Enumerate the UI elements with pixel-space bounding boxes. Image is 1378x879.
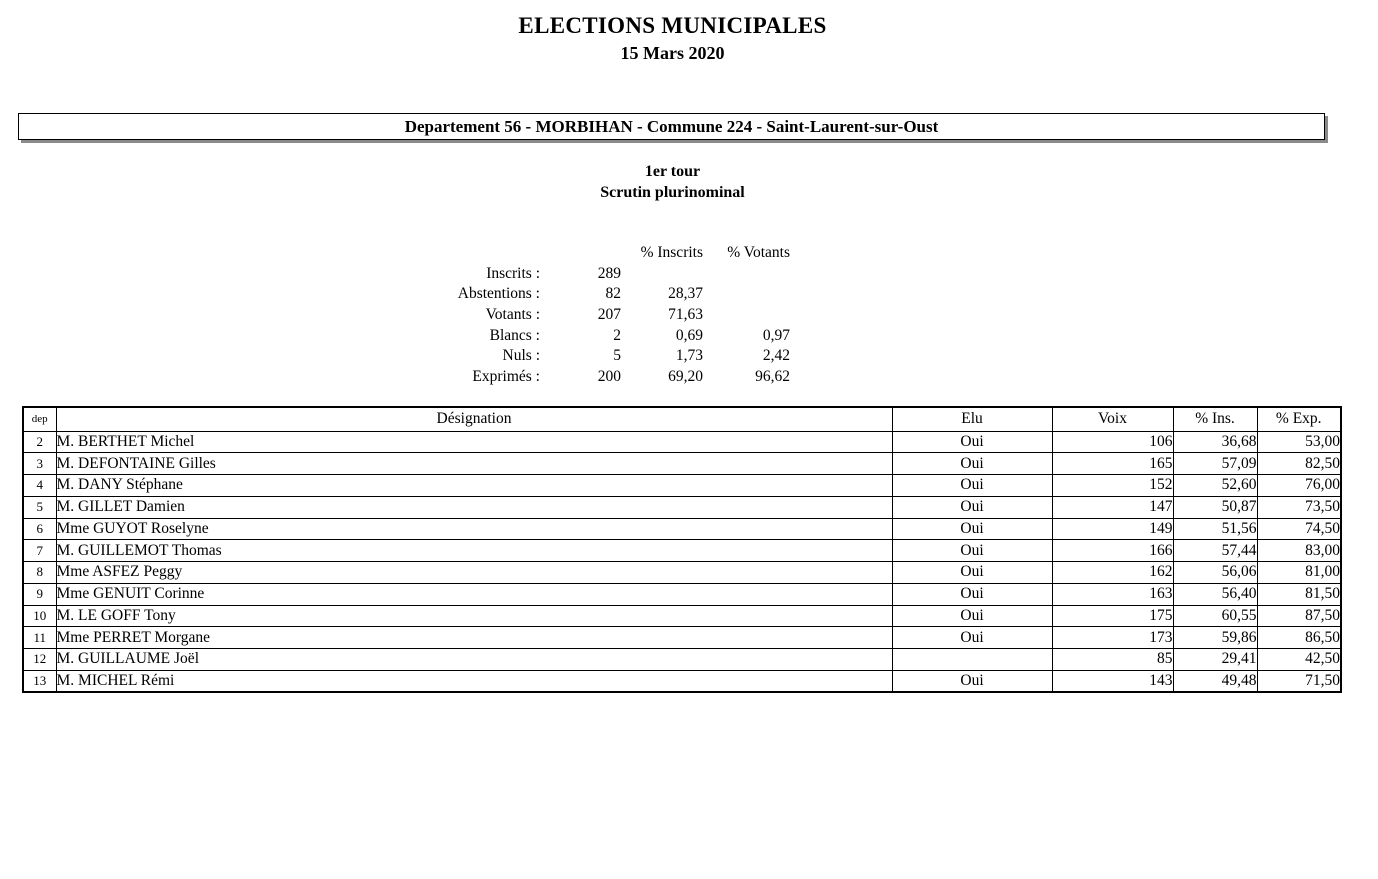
cell-voix: 149 [1052, 518, 1173, 540]
table-row [23, 540, 1341, 562]
cell-elu: Oui [892, 670, 1052, 692]
header-pct-exp: % Exp. [1257, 407, 1341, 431]
cell-pct-exp: 86,50 [1257, 627, 1341, 649]
cell-designation: Mme GUYOT Roselyne [56, 518, 892, 540]
cell-pct-ins: 56,06 [1173, 562, 1257, 584]
stats-table-rows [410, 264, 790, 388]
cell-pct-ins: 56,40 [1173, 583, 1257, 605]
stats-label: Abstentions : [457, 285, 540, 303]
stats-header-pct-inscrits: % Inscrits [640, 244, 703, 261]
cell-voix: 143 [1052, 670, 1173, 692]
cell-designation: M. LE GOFF Tony [56, 605, 892, 627]
stats-pct-inscrits: 71,63 [668, 306, 703, 324]
stats-label: Nuls : [502, 347, 540, 365]
stats-pct-votants [703, 305, 790, 326]
stats-pct-inscrits: 0,69 [675, 326, 703, 344]
cell-elu [892, 649, 1052, 671]
results-table [22, 406, 1342, 693]
stats-row [410, 284, 790, 305]
table-row [23, 496, 1341, 518]
cell-pct-exp: 76,00 [1257, 475, 1341, 497]
stats-pct-votants: 2,42 [762, 347, 790, 365]
cell-designation: Mme PERRET Morgane [56, 627, 892, 649]
table-row [23, 562, 1341, 584]
cell-designation: M. DEFONTAINE Gilles [56, 453, 892, 475]
cell-pct-ins: 50,87 [1173, 496, 1257, 518]
header-voix: Voix [1052, 407, 1173, 431]
stats-row [410, 326, 790, 347]
cell-voix: 165 [1052, 453, 1173, 475]
cell-elu: Oui [892, 562, 1052, 584]
results-table-body [23, 431, 1341, 692]
stats-count: 289 [597, 264, 621, 282]
table-row [23, 605, 1341, 627]
cell-voix: 162 [1052, 562, 1173, 584]
cell-elu: Oui [892, 583, 1052, 605]
cell-pct-ins: 57,44 [1173, 540, 1257, 562]
cell-dep: 6 [23, 518, 56, 540]
cell-pct-ins: 51,56 [1173, 518, 1257, 540]
cell-pct-ins: 60,55 [1173, 605, 1257, 627]
stats-label: Blancs : [489, 326, 540, 344]
stats-count: 207 [597, 306, 621, 324]
stats-pct-inscrits: 1,73 [675, 347, 703, 365]
cell-voix: 175 [1052, 605, 1173, 627]
cell-pct-exp: 83,00 [1257, 540, 1341, 562]
cell-dep: 3 [23, 453, 56, 475]
stats-count: 200 [597, 368, 621, 386]
cell-pct-exp: 82,50 [1257, 453, 1341, 475]
cell-pct-exp: 53,00 [1257, 431, 1341, 453]
header-elu: Elu [892, 407, 1052, 431]
table-row [23, 431, 1341, 453]
cell-dep: 9 [23, 583, 56, 605]
page-title: ELECTIONS MUNICIPALES [518, 13, 827, 38]
cell-elu: Oui [892, 475, 1052, 497]
stats-label: Votants : [485, 306, 540, 324]
stats-row [410, 305, 790, 326]
results-header-row [23, 407, 1341, 431]
stats-header-row [410, 243, 790, 264]
cell-voix: 173 [1052, 627, 1173, 649]
cell-pct-ins: 29,41 [1173, 649, 1257, 671]
cell-designation: M. GUILLAUME Joël [56, 649, 892, 671]
cell-pct-ins: 59,86 [1173, 627, 1257, 649]
table-row [23, 670, 1341, 692]
header-designation: Désignation [56, 407, 892, 431]
stats-pct-votants [703, 264, 790, 285]
table-row [23, 649, 1341, 671]
stats-count: 82 [605, 285, 621, 303]
cell-pct-exp: 81,00 [1257, 562, 1341, 584]
cell-pct-exp: 71,50 [1257, 670, 1341, 692]
stats-row [410, 346, 790, 367]
cell-dep: 2 [23, 431, 56, 453]
cell-pct-exp: 73,50 [1257, 496, 1341, 518]
stats-pct-inscrits [621, 264, 703, 285]
stats-header-spacer [410, 243, 540, 264]
cell-voix: 152 [1052, 475, 1173, 497]
cell-elu: Oui [892, 496, 1052, 518]
stats-pct-inscrits: 69,20 [668, 368, 703, 386]
cell-voix: 166 [1052, 540, 1173, 562]
cell-voix: 163 [1052, 583, 1173, 605]
cell-elu: Oui [892, 627, 1052, 649]
cell-dep: 5 [23, 496, 56, 518]
cell-voix: 85 [1052, 649, 1173, 671]
cell-dep: 4 [23, 475, 56, 497]
cell-pct-exp: 74,50 [1257, 518, 1341, 540]
cell-dep: 11 [23, 627, 56, 649]
stats-label: Inscrits : [486, 264, 540, 282]
cell-designation: M. GILLET Damien [56, 496, 892, 518]
cell-elu: Oui [892, 453, 1052, 475]
stats-count: 2 [613, 326, 621, 344]
participation-stats [410, 243, 790, 388]
cell-voix: 106 [1052, 431, 1173, 453]
cell-designation: M. MICHEL Rémi [56, 670, 892, 692]
table-row [23, 475, 1341, 497]
cell-designation: M. BERTHET Michel [56, 431, 892, 453]
cell-elu: Oui [892, 518, 1052, 540]
cell-designation: M. DANY Stéphane [56, 475, 892, 497]
cell-designation: Mme GENUIT Corinne [56, 583, 892, 605]
stats-pct-inscrits: 28,37 [668, 285, 703, 303]
header-pct-ins: % Ins. [1173, 407, 1257, 431]
stats-count: 5 [613, 347, 621, 365]
header-dep: dep [23, 407, 56, 431]
stats-row [410, 367, 790, 388]
cell-elu: Oui [892, 605, 1052, 627]
cell-pct-exp: 81,50 [1257, 583, 1341, 605]
cell-designation: Mme ASFEZ Peggy [56, 562, 892, 584]
cell-dep: 13 [23, 670, 56, 692]
cell-pct-ins: 52,60 [1173, 475, 1257, 497]
cell-dep: 7 [23, 540, 56, 562]
round-label: 1er tour [644, 163, 701, 180]
stats-row [410, 264, 790, 285]
table-row [23, 453, 1341, 475]
cell-pct-ins: 36,68 [1173, 431, 1257, 453]
cell-dep: 10 [23, 605, 56, 627]
table-row [23, 518, 1341, 540]
cell-voix: 147 [1052, 496, 1173, 518]
ballot-type-label: Scrutin plurinominal [600, 184, 745, 201]
stats-label: Exprimés : [472, 368, 540, 386]
election-date: 15 Mars 2020 [620, 43, 725, 63]
cell-pct-ins: 49,48 [1173, 670, 1257, 692]
stats-pct-votants [703, 284, 790, 305]
cell-designation: M. GUILLEMOT Thomas [56, 540, 892, 562]
cell-pct-ins: 57,09 [1173, 453, 1257, 475]
stats-pct-votants: 96,62 [755, 368, 790, 386]
cell-pct-exp: 87,50 [1257, 605, 1341, 627]
stats-pct-votants: 0,97 [762, 326, 790, 344]
cell-dep: 12 [23, 649, 56, 671]
table-row [23, 627, 1341, 649]
table-row [23, 583, 1341, 605]
stats-header-pct-votants: % Votants [727, 244, 790, 261]
cell-elu: Oui [892, 431, 1052, 453]
cell-elu: Oui [892, 540, 1052, 562]
commune-header-box: Departement 56 - MORBIHAN - Commune 224 - Saint-Laurent-sur-Oust [18, 113, 1325, 140]
cell-dep: 8 [23, 562, 56, 584]
cell-pct-exp: 42,50 [1257, 649, 1341, 671]
stats-header-spacer [540, 243, 621, 264]
